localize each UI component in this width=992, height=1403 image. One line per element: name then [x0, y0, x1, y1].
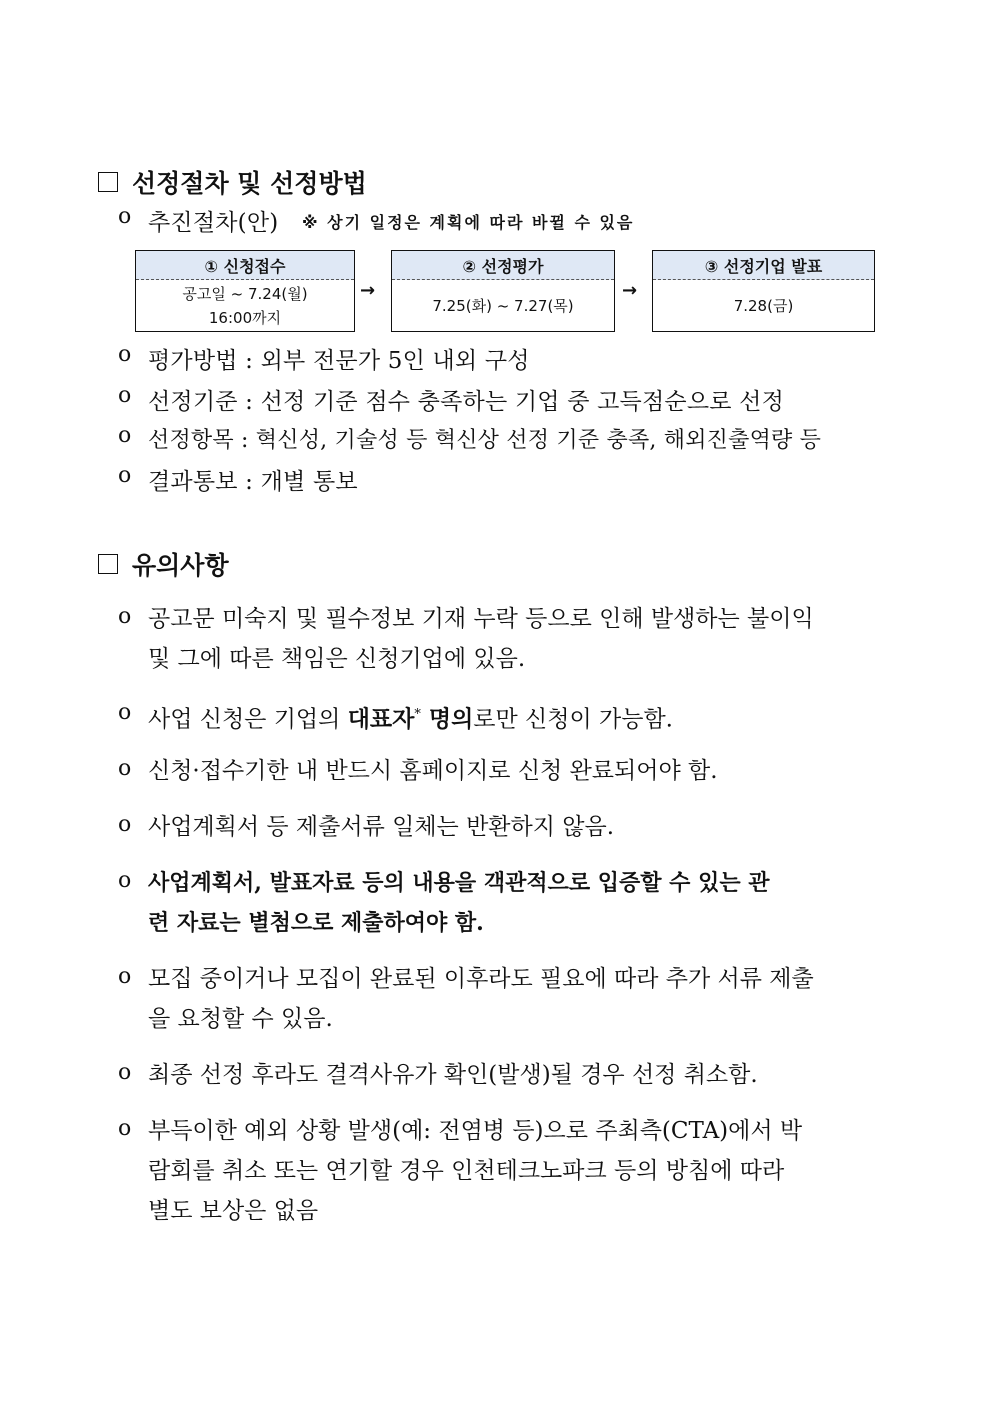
- step-box-2: [391, 250, 615, 332]
- procedure-note: ※ 상기 일정은 계획에 따라 바뀔 수 있음: [302, 213, 635, 232]
- section-title-notes: [98, 546, 229, 582]
- bullet-icon: o: [118, 204, 132, 229]
- notice-item: [118, 1112, 918, 1232]
- step-title: ③ 선정기업 발표: [653, 251, 874, 280]
- bullet-icon: o: [118, 604, 132, 629]
- bullet-icon: o: [118, 1060, 132, 1085]
- list-item: [118, 383, 938, 419]
- checkbox-icon: [98, 554, 118, 574]
- arrow-icon: →: [622, 280, 638, 301]
- notice-text: 사업계획서, 발표자료 등의 내용을 객관적으로 입증할 수 있는 관: [148, 870, 770, 896]
- list-item-text: 선정기준 : 선정 기준 점수 충족하는 기업 중 고득점순으로 선정: [148, 389, 784, 415]
- notice-text: 부득이한 예외 상황 발생(예: 전염병 등)으로 주최측(CTA)에서 박: [148, 1118, 803, 1144]
- procedure-line: [118, 204, 938, 240]
- bullet-icon: o: [118, 342, 132, 367]
- bold-text: 명의: [420, 705, 474, 733]
- superscript: *: [414, 707, 421, 722]
- list-item-text: 평가방법 : 외부 전문가 5인 내외 구성: [148, 348, 530, 374]
- bullet-icon: o: [118, 812, 132, 837]
- notice-item: [118, 808, 918, 848]
- bullet-icon: o: [118, 1116, 132, 1141]
- notice-item: [118, 696, 918, 736]
- notice-item: [118, 864, 918, 944]
- arrow-icon: →: [360, 280, 376, 301]
- step-title: ② 선정평가: [392, 251, 614, 280]
- notice-text: 공고문 미숙지 및 필수정보 기재 누락 등으로 인해 발생하는 불이익: [148, 606, 814, 632]
- step-line: 16:00까지: [208, 309, 282, 327]
- notice-text: 별도 보상은 없음: [148, 1198, 319, 1224]
- bullet-icon: o: [118, 423, 132, 448]
- notice-text: 모집 중이거나 모집이 완료된 이후라도 필요에 따라 추가 서류 제출: [148, 966, 814, 992]
- step-line: 7.28(금): [733, 297, 794, 315]
- notice-text: 및 그에 따른 책임은 신청기업에 있음.: [148, 646, 526, 672]
- list-item: [118, 342, 938, 378]
- notice-text: 련 자료는 별첨으로 제출하여야 함.: [148, 910, 484, 936]
- step-box-3: [652, 250, 875, 332]
- bullet-icon: o: [118, 463, 132, 488]
- checkbox-icon: [98, 172, 118, 192]
- notice-item: [118, 1056, 918, 1096]
- notice-item: [118, 960, 918, 1040]
- step-title: ① 신청접수: [136, 251, 354, 280]
- procedure-label: 추진절차(안): [148, 210, 279, 236]
- section-title-text: 선정절차 및 선정방법: [132, 169, 367, 198]
- notice-text: 을 요청할 수 있음.: [148, 1006, 333, 1032]
- bullet-icon: o: [118, 964, 132, 989]
- list-item: [118, 463, 938, 499]
- bullet-icon: o: [118, 756, 132, 781]
- list-item-text: 선정항목 : 혁신성, 기술성 등 혁신상 선정 기준 충족, 해외진출역량 등: [148, 428, 822, 453]
- bullet-icon: o: [118, 383, 132, 408]
- notice-text: 사업 신청은 기업의 대표자* 명의로만 신청이 가능함.: [148, 705, 673, 733]
- notice-item: [118, 600, 918, 680]
- notice-text: 최종 선정 후라도 결격사유가 확인(발생)될 경우 선정 취소함.: [148, 1062, 758, 1088]
- notice-text: 사업계획서 등 제출서류 일체는 반환하지 않음.: [148, 814, 615, 840]
- bold-text: 대표자: [347, 705, 415, 733]
- notice-text: 람회를 취소 또는 연기할 경우 인천테크노파크 등의 방침에 따라: [148, 1158, 785, 1184]
- list-item-text: 결과통보 : 개별 통보: [148, 469, 358, 495]
- list-item: [118, 423, 938, 459]
- step-line: 공고일 ~ 7.24(월): [182, 285, 308, 303]
- section-title-selection: [98, 164, 367, 200]
- step-line: 7.25(화) ~ 7.27(목): [432, 297, 574, 315]
- section-title-text: 유의사항: [132, 551, 229, 580]
- notice-item: [118, 752, 918, 792]
- notice-text: 신청·접수기한 내 반드시 홈페이지로 신청 완료되어야 함.: [148, 758, 718, 784]
- bullet-icon: o: [118, 700, 132, 725]
- step-box-1: [135, 250, 355, 332]
- bullet-icon: o: [118, 868, 132, 893]
